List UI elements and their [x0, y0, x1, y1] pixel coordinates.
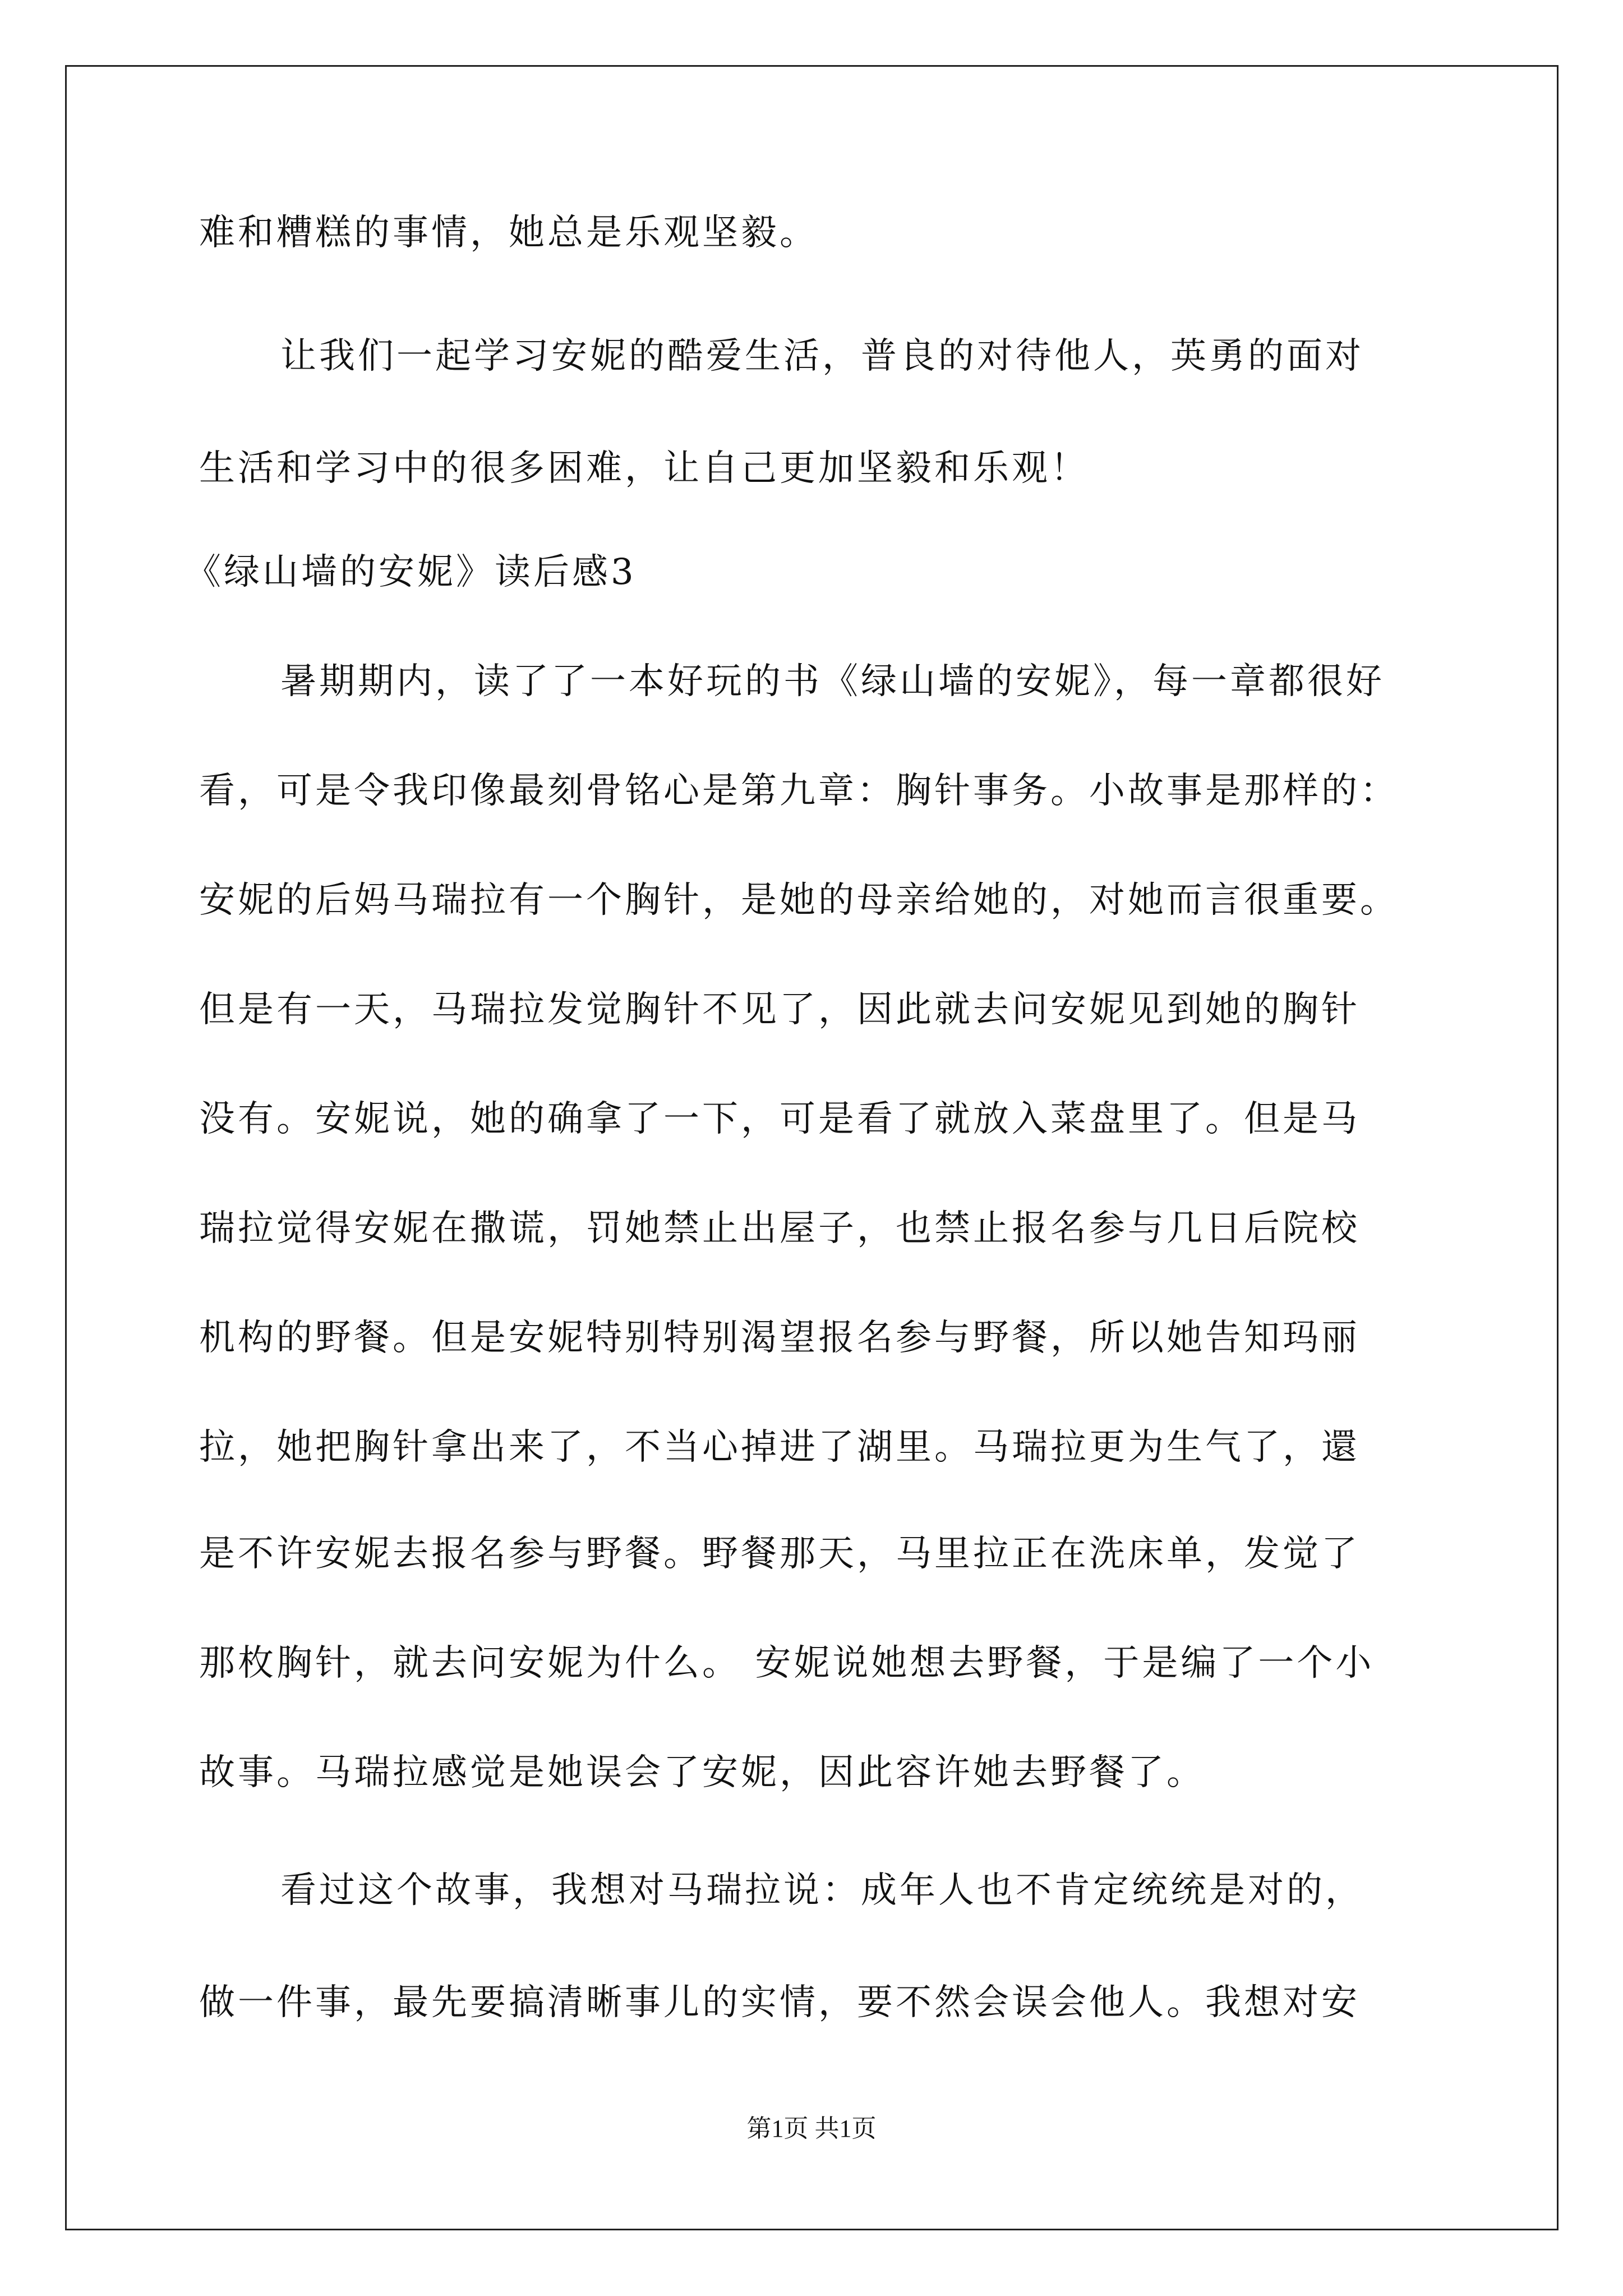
text-line: 安妮的后妈马瑞拉有一个胸针，是她的母亲给她的，对她而言很重要。: [199, 880, 1399, 921]
page-footer: 第1页 共1页: [746, 2115, 877, 2142]
text-line: 没有。安妮说，她的确拿了一下，可是看了就放入菜盘里了。但是马: [199, 1098, 1360, 1140]
paragraph-first-line: 暑期期内，读了了一本好玩的书《绿山墙的安妮》，每一章都很好: [280, 661, 1385, 702]
text-line: 生活和学习中的很多困难，让自己更加坚毅和乐观！: [199, 448, 1089, 489]
text-line: 瑞拉觉得安妮在撒谎，罚她禁止出屋子，也禁止报名参与几日后院校: [199, 1208, 1360, 1249]
text-line: 拉，她把胸针拿出来了，不当心掉进了湖里。马瑞拉更为生气了，還: [199, 1427, 1360, 1468]
paragraph-first-line: 看过这个故事，我想对马瑞拉说：成年人也不肯定统统是对的，: [280, 1870, 1364, 1911]
text-line: 做一件事，最先要搞清晰事儿的实情，要不然会误会他人。我想对安: [199, 1982, 1360, 2023]
text-line: 但是有一天，马瑞拉发觉胸针不见了，因此就去问安妮见到她的胸针: [199, 989, 1360, 1030]
text-line: 难和糟糕的事情，她总是乐观坚毅。: [199, 212, 818, 254]
text-line: 看，可是令我印像最刻骨铭心是第九章：胸针事务。小故事是那样的：: [199, 770, 1399, 812]
text-line: 故事。马瑞拉感觉是她误会了安妮，因此容许她去野餐了。: [199, 1752, 1205, 1793]
text-line: 是不许安妮去报名参与野餐。野餐那天，马里拉正在洗床单，发觉了: [199, 1533, 1360, 1575]
text-line: 机构的野餐。但是安妮特别特别渴望报名参与野餐，所以她告知玛丽: [199, 1317, 1360, 1359]
text-line: 那枚胸针，就去问安妮为什么。 安妮说她想去野餐，于是编了一个小: [199, 1642, 1375, 1684]
paragraph-first-line: 让我们一起学习安妮的酷爱生活，普良的对待他人，英勇的面对: [280, 335, 1364, 377]
section-heading: 《绿山墙的安妮》读后感3: [185, 551, 637, 593]
